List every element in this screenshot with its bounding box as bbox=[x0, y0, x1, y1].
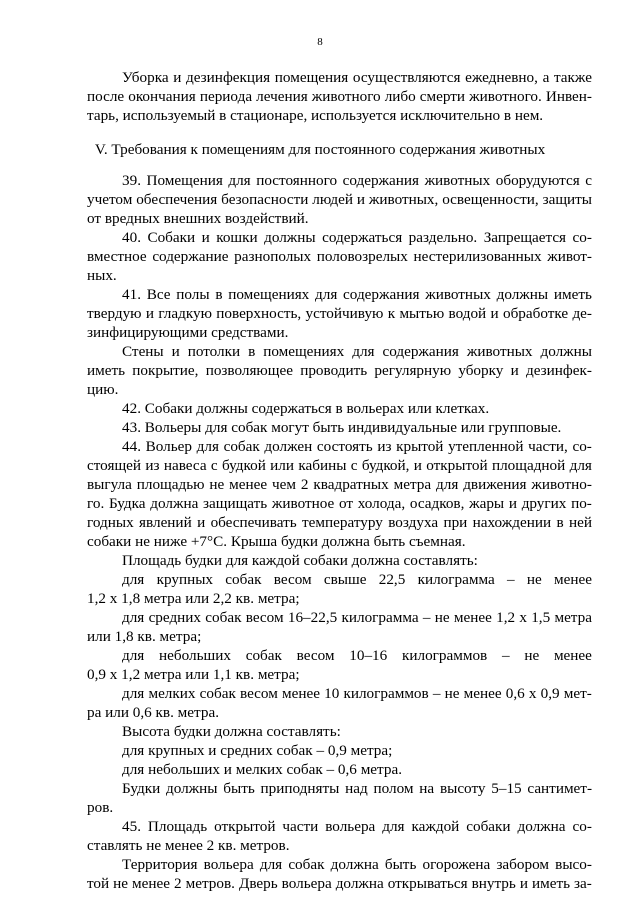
text-line: 41. Все полы в помещениях для содержания животных должны иметь bbox=[122, 286, 592, 303]
text-line: для крупных собак весом свыше 22,5 килограмма – не менее bbox=[122, 571, 592, 588]
text-line: годных явлений и обеспечивать температуру воздуха при нахождении в ней bbox=[87, 514, 592, 531]
text-line: для средних собак весом 16–22,5 килограмма – не менее 1,2 х 1,5 метра bbox=[122, 609, 592, 626]
text-line: выгула площадью не менее чем 2 квадратных метра для движения животно- bbox=[87, 476, 592, 493]
text-line: иметь покрытие, позволяющее проводить регулярную уборку и дезинфек- bbox=[87, 362, 592, 379]
text-line: ставлять не менее 2 кв. метров. bbox=[87, 837, 290, 854]
text-line: той не менее 2 метров. Дверь вольера должна открываться внутрь и иметь за- bbox=[87, 875, 592, 892]
text-line: зинфицирующими средствами. bbox=[87, 324, 289, 341]
text-line: Площадь будки для каждой собаки должна составлять: bbox=[122, 552, 478, 569]
text-line: Будки должны быть приподняты над полом на высоту 5–15 сантимет- bbox=[122, 780, 592, 797]
section-heading: V. Требования к помещениям для постоянного содержания животных bbox=[94, 141, 546, 158]
text-line: 40. Собаки и кошки должны содержаться раздельно. Запрещается со- bbox=[122, 229, 592, 246]
text-line: 45. Площадь открытой части вольера для каждой собаки должна со- bbox=[122, 818, 592, 835]
text-line: твердую и гладкую поверхность, устойчивую к мытью водой и обработке де- bbox=[87, 305, 592, 322]
text-line: для мелких собак весом менее 10 килограммов – не менее 0,6 х 0,9 мет- bbox=[122, 685, 592, 702]
text-line: от вредных внешних воздействий. bbox=[87, 210, 309, 227]
text-line: 42. Собаки должны содержаться в вольерах или клетках. bbox=[122, 400, 490, 417]
text-line: 39. Помещения для постоянного содержания животных оборудуются с bbox=[122, 172, 592, 189]
text-line: после окончания периода лечения животного либо смерти животного. Инвен- bbox=[87, 88, 592, 105]
text-line: 44. Вольер для собак должен состоять из крытой утепленной части, со- bbox=[122, 438, 592, 455]
text-line: Высота будки должна составлять: bbox=[122, 723, 341, 740]
text-line: ра или 0,6 кв. метра. bbox=[87, 704, 219, 721]
text-line: собаки не ниже +7°С. Крыша будки должна быть съемная. bbox=[87, 533, 466, 550]
text-line: Территория вольера для собак должна быть огорожена забором высо- bbox=[122, 856, 592, 873]
page-number: 8 bbox=[317, 36, 323, 48]
text-line: тарь, используемый в стационаре, используется исключительно в нем. bbox=[87, 107, 544, 124]
text-line: 43. Вольеры для собак могут быть индивидуальные или групповые. bbox=[122, 419, 562, 436]
text-line: или 1,8 кв. метра; bbox=[87, 628, 202, 645]
text-line: стоящей из навеса с будкой или кабины с будкой, и открытой площадной для bbox=[87, 457, 592, 474]
text-line: 0,9 х 1,2 метра или 1,1 кв. метра; bbox=[87, 666, 300, 683]
text-line: учетом обеспечения безопасности людей и животных, освещенности, защиты bbox=[87, 191, 592, 208]
text-line: 1,2 х 1,8 метра или 2,2 кв. метра; bbox=[87, 590, 300, 607]
text-line: Стены и потолки в помещениях для содержания животных должны bbox=[122, 343, 592, 360]
text-line: ров. bbox=[87, 799, 114, 816]
text-line: Уборка и дезинфекция помещения осуществляются ежедневно, а также bbox=[122, 69, 592, 86]
text-line: для небольших собак весом 10–16 килограммов – не менее bbox=[122, 647, 592, 664]
text-line: для крупных и средних собак – 0,9 метра; bbox=[122, 742, 393, 759]
text-line: ных. bbox=[87, 267, 117, 284]
text-line: цию. bbox=[87, 381, 119, 398]
text-line: вместное содержание разнополых половозрелых нестерилизованных живот- bbox=[87, 248, 592, 265]
text-line: го. Будка должна защищать животное от холода, осадков, жары и других по- bbox=[87, 495, 592, 512]
text-line: для небольших и мелких собак – 0,6 метра. bbox=[122, 761, 403, 778]
